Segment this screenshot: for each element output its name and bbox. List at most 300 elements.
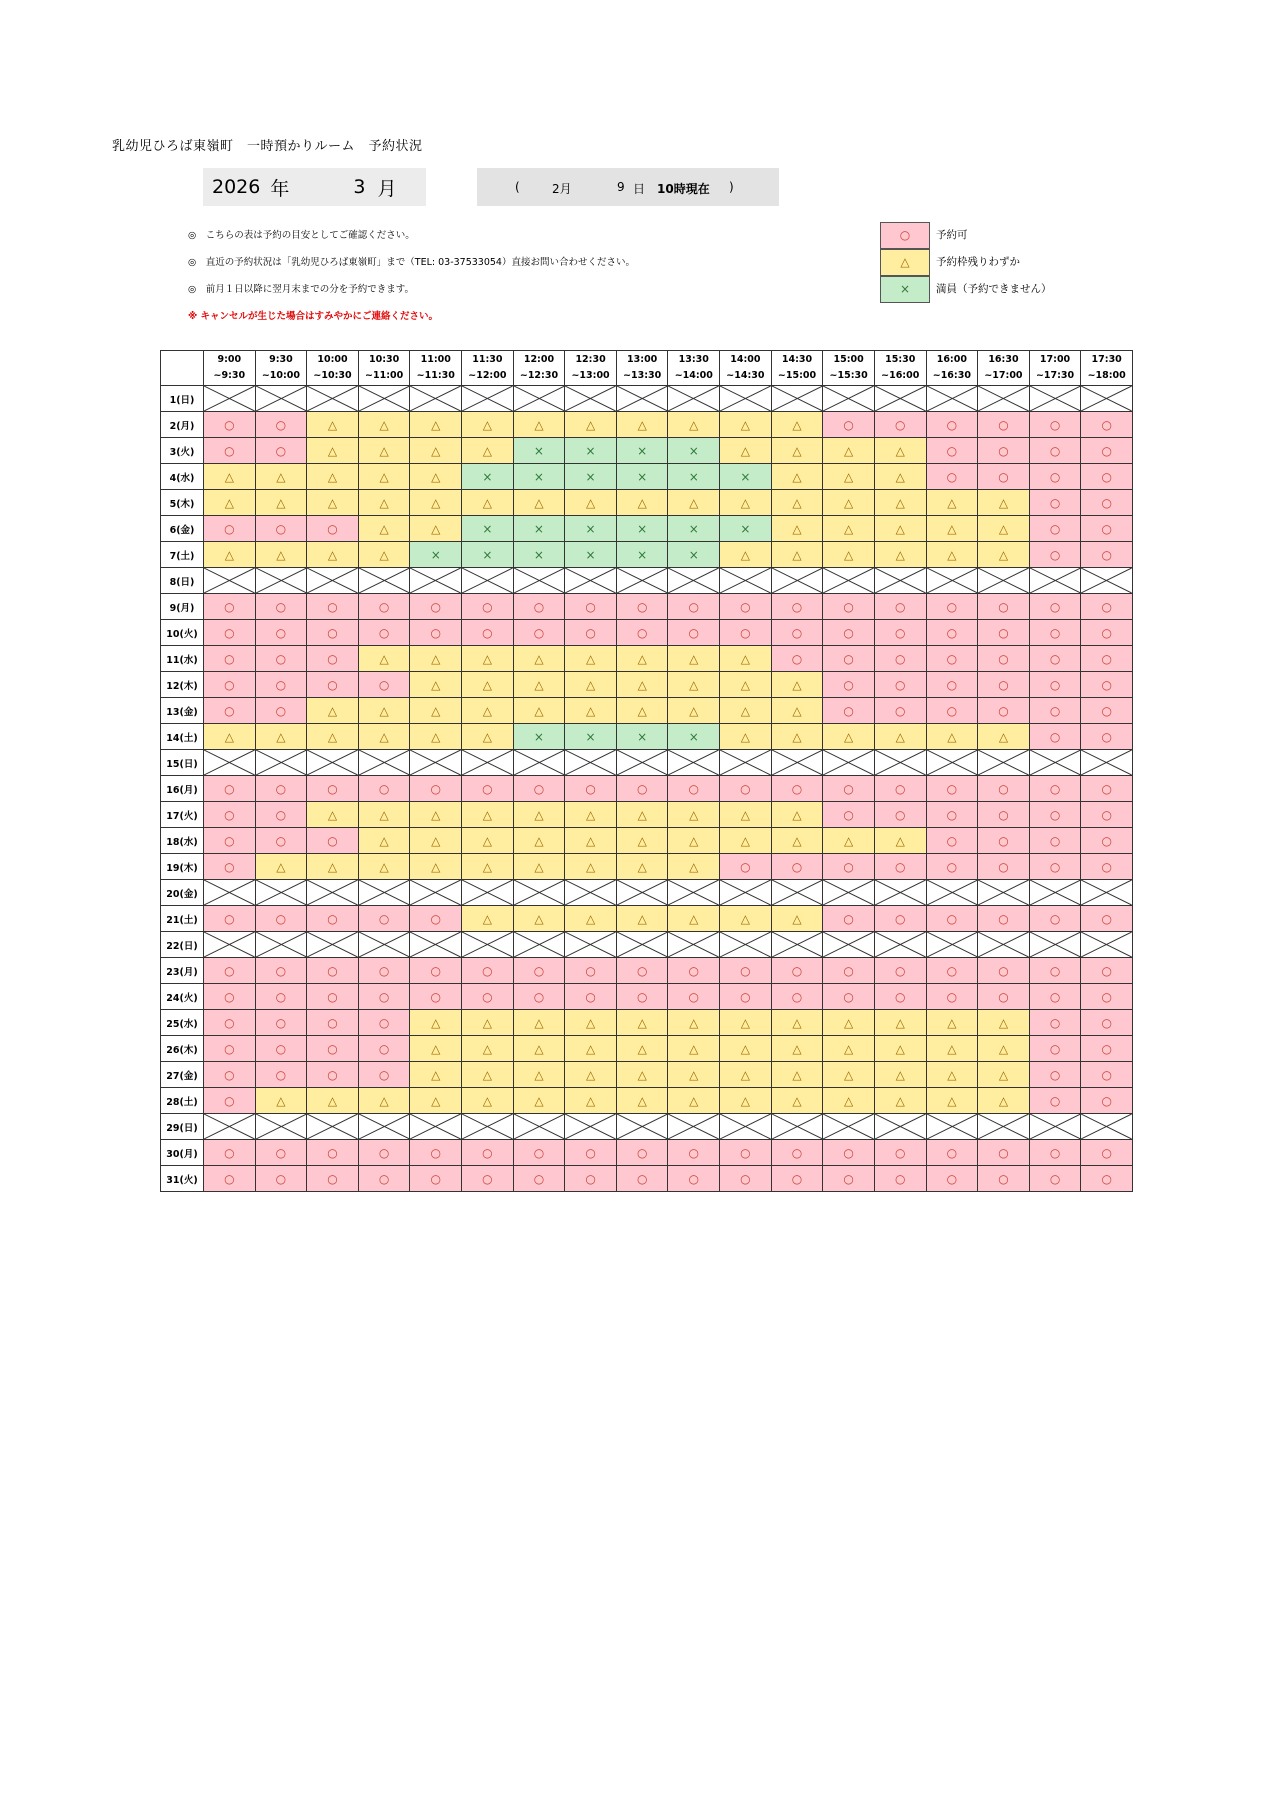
available-cell: ○ — [823, 672, 875, 698]
few-left-cell: △ — [410, 1062, 462, 1088]
month-value: 3 — [353, 176, 366, 198]
available-cell: ○ — [358, 1140, 410, 1166]
available-cell: ○ — [1081, 594, 1133, 620]
available-cell: ○ — [720, 594, 772, 620]
available-cell: ○ — [1081, 1166, 1133, 1192]
day-row — [161, 516, 1133, 542]
closed-cell — [823, 386, 875, 412]
closed-cross-icon — [514, 880, 565, 905]
available-cell: ○ — [204, 1010, 256, 1036]
closed-cross-icon — [823, 932, 874, 957]
slot-end: ~13:30 — [623, 370, 662, 381]
available-cell: ○ — [565, 984, 617, 1010]
few-left-cell: △ — [410, 1036, 462, 1062]
slot-end: ~16:00 — [881, 370, 920, 381]
slot-start: 12:00 — [523, 354, 555, 365]
few-left-cell: △ — [668, 854, 720, 880]
closed-cross-icon — [823, 1114, 874, 1139]
available-cell: ○ — [462, 958, 514, 984]
available-cell: ○ — [462, 1166, 514, 1192]
closed-cell — [462, 880, 514, 906]
few-left-cell: △ — [668, 828, 720, 854]
few-left-cell: △ — [462, 490, 514, 516]
available-cell: ○ — [255, 802, 307, 828]
slot-start: 17:30 — [1091, 354, 1122, 365]
closed-cell — [462, 1114, 514, 1140]
closed-cell — [926, 880, 978, 906]
day-label: 14(土) — [161, 724, 204, 750]
closed-cross-icon — [720, 880, 771, 905]
available-cell: ○ — [978, 776, 1030, 802]
available-cell: ○ — [204, 1062, 256, 1088]
day-row — [161, 828, 1133, 854]
few-left-cell: △ — [358, 724, 410, 750]
slot-end: ~18:00 — [1087, 370, 1126, 381]
available-cell: ○ — [513, 776, 565, 802]
closed-cell — [565, 1114, 617, 1140]
slot-end: ~14:30 — [726, 370, 765, 381]
closed-cell — [616, 568, 668, 594]
available-cell: ○ — [874, 1140, 926, 1166]
closed-cross-icon — [359, 1114, 410, 1139]
few-left-cell: △ — [513, 1036, 565, 1062]
closed-cross-icon — [772, 880, 823, 905]
few-left-cell: △ — [668, 1010, 720, 1036]
day-row — [161, 1088, 1133, 1114]
closed-cross-icon — [720, 1114, 771, 1139]
few-left-cell: △ — [358, 516, 410, 542]
available-cell: ○ — [565, 776, 617, 802]
closed-cross-icon — [668, 568, 719, 593]
few-left-cell: △ — [462, 698, 514, 724]
available-cell: ○ — [462, 776, 514, 802]
closed-cross-icon — [1030, 880, 1081, 905]
few-left-cell: △ — [616, 646, 668, 672]
available-cell: ○ — [926, 646, 978, 672]
few-left-cell: △ — [978, 1010, 1030, 1036]
full-cell: × — [565, 464, 617, 490]
few-left-cell: △ — [668, 802, 720, 828]
available-cell: ○ — [513, 984, 565, 1010]
closed-cross-icon — [359, 568, 410, 593]
closed-cell — [720, 750, 772, 776]
closed-cross-icon — [668, 750, 719, 775]
closed-cross-icon — [462, 932, 513, 957]
available-cell: ○ — [978, 854, 1030, 880]
few-left-cell: △ — [720, 1062, 772, 1088]
available-cell: ○ — [771, 984, 823, 1010]
closed-cross-icon — [875, 750, 926, 775]
available-cell: ○ — [926, 958, 978, 984]
available-cell: ○ — [307, 906, 359, 932]
available-cell: ○ — [874, 594, 926, 620]
month-unit: 月 — [377, 177, 397, 200]
few-left-cell: △ — [771, 906, 823, 932]
available-cell: ○ — [1029, 490, 1081, 516]
available-cell: ○ — [720, 984, 772, 1010]
closed-cross-icon — [204, 1114, 255, 1139]
closed-cell — [1029, 386, 1081, 412]
few-left-cell: △ — [926, 1088, 978, 1114]
few-left-cell: △ — [565, 906, 617, 932]
closed-cell — [410, 750, 462, 776]
slot-start: 14:30 — [781, 354, 813, 365]
few-left-cell: △ — [462, 1088, 514, 1114]
available-cell: ○ — [1081, 776, 1133, 802]
slot-header — [565, 351, 617, 386]
closed-cross-icon — [256, 750, 307, 775]
available-cell: ○ — [1029, 828, 1081, 854]
closed-cross-icon — [927, 386, 978, 411]
closed-cell — [1081, 750, 1133, 776]
few-left-cell: △ — [513, 828, 565, 854]
closed-cell — [771, 568, 823, 594]
available-cell: ○ — [255, 906, 307, 932]
closed-cell — [720, 568, 772, 594]
available-cell: ○ — [823, 854, 875, 880]
closed-cross-icon — [978, 750, 1029, 775]
few-left-cell: △ — [926, 1010, 978, 1036]
slot-header — [823, 351, 875, 386]
few-left-cell: △ — [823, 1036, 875, 1062]
few-left-cell: △ — [978, 1036, 1030, 1062]
closed-cell — [668, 1114, 720, 1140]
day-label: 29(日) — [161, 1114, 204, 1140]
few-left-cell: △ — [668, 1088, 720, 1114]
available-cell: ○ — [771, 646, 823, 672]
available-cell: ○ — [926, 672, 978, 698]
available-cell: ○ — [720, 958, 772, 984]
slot-start: 9:30 — [269, 354, 293, 365]
note-2: ◎ 直近の予約状況は「乳幼児ひろば東嶺町」まで（TEL: 03-37533054）直接お問い合わせください。 — [188, 257, 635, 268]
few-left-cell: △ — [616, 828, 668, 854]
closed-cell — [1029, 568, 1081, 594]
full-cell: × — [462, 542, 514, 568]
legend-swatch-available: ○ — [880, 222, 930, 249]
available-cell: ○ — [823, 698, 875, 724]
schedule-table — [160, 350, 1133, 1192]
day-row — [161, 932, 1133, 958]
closed-cell — [358, 750, 410, 776]
few-left-cell: △ — [513, 672, 565, 698]
available-cell: ○ — [410, 958, 462, 984]
few-left-cell: △ — [771, 828, 823, 854]
closed-cell — [978, 880, 1030, 906]
available-cell: ○ — [307, 594, 359, 620]
available-cell: ○ — [204, 594, 256, 620]
year-month-box — [203, 168, 426, 206]
closed-cross-icon — [565, 1114, 616, 1139]
slot-start: 10:30 — [369, 354, 400, 365]
closed-cross-icon — [359, 880, 410, 905]
closed-cross-icon — [565, 932, 616, 957]
schedule-header-row — [161, 351, 1133, 386]
few-left-cell: △ — [410, 854, 462, 880]
slot-header — [513, 351, 565, 386]
available-cell: ○ — [874, 984, 926, 1010]
few-left-cell: △ — [513, 698, 565, 724]
closed-cross-icon — [514, 932, 565, 957]
available-cell: ○ — [668, 776, 720, 802]
few-left-cell: △ — [874, 516, 926, 542]
few-left-cell: △ — [926, 516, 978, 542]
closed-cell — [204, 568, 256, 594]
closed-cross-icon — [1081, 880, 1132, 905]
few-left-cell: △ — [358, 1088, 410, 1114]
closed-cross-icon — [410, 1114, 461, 1139]
available-cell: ○ — [771, 958, 823, 984]
closed-cell — [823, 1114, 875, 1140]
closed-cross-icon — [307, 932, 358, 957]
closed-cross-icon — [410, 386, 461, 411]
few-left-cell: △ — [926, 1036, 978, 1062]
closed-cross-icon — [668, 386, 719, 411]
closed-cell — [823, 932, 875, 958]
available-cell: ○ — [204, 1166, 256, 1192]
day-row — [161, 906, 1133, 932]
few-left-cell: △ — [668, 698, 720, 724]
available-cell: ○ — [978, 984, 1030, 1010]
slot-end: ~14:00 — [674, 370, 713, 381]
available-cell: ○ — [358, 1036, 410, 1062]
closed-cell — [616, 1114, 668, 1140]
closed-cross-icon — [565, 880, 616, 905]
slot-end: ~17:00 — [984, 370, 1023, 381]
few-left-cell: △ — [358, 464, 410, 490]
full-cell: × — [668, 516, 720, 542]
day-row — [161, 594, 1133, 620]
closed-cell — [978, 568, 1030, 594]
available-cell: ○ — [255, 516, 307, 542]
available-cell: ○ — [978, 1166, 1030, 1192]
available-cell: ○ — [358, 620, 410, 646]
page-title: 乳幼児ひろば東嶺町 一時預かりルーム 予約状況 — [112, 139, 423, 154]
few-left-cell: △ — [926, 542, 978, 568]
closed-cell — [926, 750, 978, 776]
closed-cell — [255, 880, 307, 906]
few-left-cell: △ — [720, 412, 772, 438]
few-left-cell: △ — [307, 464, 359, 490]
few-left-cell: △ — [307, 854, 359, 880]
available-cell: ○ — [926, 620, 978, 646]
slot-start: 9:00 — [217, 354, 242, 365]
closed-cell — [462, 568, 514, 594]
legend-label-few-left: 予約枠残りわずか — [936, 256, 1020, 268]
available-cell: ○ — [1081, 1062, 1133, 1088]
available-cell: ○ — [1081, 542, 1133, 568]
closed-cross-icon — [720, 386, 771, 411]
available-cell: ○ — [1029, 776, 1081, 802]
slot-header — [978, 351, 1030, 386]
available-cell: ○ — [513, 620, 565, 646]
closed-cross-icon — [565, 386, 616, 411]
available-cell: ○ — [1029, 698, 1081, 724]
closed-cell — [462, 386, 514, 412]
closed-cross-icon — [1081, 750, 1132, 775]
few-left-cell: △ — [462, 1062, 514, 1088]
slot-start: 15:30 — [885, 354, 916, 365]
closed-cross-icon — [462, 1114, 513, 1139]
available-cell: ○ — [978, 698, 1030, 724]
as-of-close-paren: ) — [729, 180, 734, 194]
few-left-cell: △ — [462, 672, 514, 698]
few-left-cell: △ — [616, 854, 668, 880]
closed-cell — [1081, 568, 1133, 594]
available-cell: ○ — [1081, 516, 1133, 542]
available-cell: ○ — [307, 828, 359, 854]
closed-cell — [978, 1114, 1030, 1140]
few-left-cell: △ — [771, 1062, 823, 1088]
available-cell: ○ — [823, 958, 875, 984]
closed-cell — [823, 880, 875, 906]
few-left-cell: △ — [874, 438, 926, 464]
day-row — [161, 802, 1133, 828]
closed-cell — [668, 750, 720, 776]
closed-cross-icon — [514, 1114, 565, 1139]
available-cell: ○ — [1081, 438, 1133, 464]
closed-cross-icon — [204, 386, 255, 411]
available-cell: ○ — [204, 802, 256, 828]
available-cell: ○ — [926, 906, 978, 932]
available-cell: ○ — [204, 828, 256, 854]
full-cell: × — [565, 438, 617, 464]
available-cell: ○ — [1029, 802, 1081, 828]
available-cell: ○ — [1029, 1140, 1081, 1166]
full-cell: × — [668, 542, 720, 568]
available-cell: ○ — [1029, 646, 1081, 672]
few-left-cell: △ — [255, 1088, 307, 1114]
closed-cell — [204, 750, 256, 776]
available-cell: ○ — [255, 438, 307, 464]
available-cell: ○ — [1081, 802, 1133, 828]
closed-cross-icon — [617, 750, 668, 775]
available-cell: ○ — [616, 594, 668, 620]
available-cell: ○ — [1029, 516, 1081, 542]
few-left-cell: △ — [823, 542, 875, 568]
slot-start: 14:00 — [730, 354, 761, 365]
few-left-cell: △ — [307, 724, 359, 750]
few-left-cell: △ — [771, 412, 823, 438]
day-row — [161, 958, 1133, 984]
available-cell: ○ — [823, 802, 875, 828]
slot-start: 12:30 — [575, 354, 606, 365]
available-cell: ○ — [410, 984, 462, 1010]
available-cell: ○ — [410, 906, 462, 932]
closed-cell — [307, 568, 359, 594]
available-cell: ○ — [255, 1166, 307, 1192]
closed-cell — [358, 386, 410, 412]
closed-cross-icon — [1081, 386, 1132, 411]
few-left-cell: △ — [771, 1088, 823, 1114]
few-left-cell: △ — [874, 1062, 926, 1088]
available-cell: ○ — [720, 1140, 772, 1166]
few-left-cell: △ — [720, 1088, 772, 1114]
closed-cross-icon — [359, 750, 410, 775]
closed-cross-icon — [1081, 932, 1132, 957]
closed-cell — [926, 568, 978, 594]
few-left-cell: △ — [462, 802, 514, 828]
closed-cell — [616, 880, 668, 906]
few-left-cell: △ — [565, 1036, 617, 1062]
available-cell: ○ — [513, 1140, 565, 1166]
slot-header — [410, 351, 462, 386]
available-cell: ○ — [204, 438, 256, 464]
full-cell: × — [616, 724, 668, 750]
few-left-cell: △ — [616, 906, 668, 932]
closed-cross-icon — [617, 880, 668, 905]
few-left-cell: △ — [410, 724, 462, 750]
available-cell: ○ — [1081, 672, 1133, 698]
year-unit: 年 — [270, 177, 290, 200]
few-left-cell: △ — [926, 1062, 978, 1088]
closed-cell — [513, 750, 565, 776]
slot-start: 13:30 — [678, 354, 709, 365]
slot-end: ~17:30 — [1035, 370, 1075, 381]
few-left-cell: △ — [978, 724, 1030, 750]
as-of-time: 10時現在 — [657, 182, 710, 196]
available-cell: ○ — [358, 594, 410, 620]
slot-end: ~13:00 — [571, 370, 610, 381]
few-left-cell: △ — [410, 672, 462, 698]
available-cell: ○ — [874, 776, 926, 802]
available-cell: ○ — [823, 1166, 875, 1192]
available-cell: ○ — [926, 594, 978, 620]
closed-cell — [771, 880, 823, 906]
few-left-cell: △ — [720, 802, 772, 828]
available-cell: ○ — [1029, 594, 1081, 620]
day-row — [161, 568, 1133, 594]
few-left-cell: △ — [771, 802, 823, 828]
available-cell: ○ — [255, 646, 307, 672]
available-cell: ○ — [874, 802, 926, 828]
few-left-cell: △ — [720, 1010, 772, 1036]
available-cell: ○ — [1081, 854, 1133, 880]
few-left-cell: △ — [616, 802, 668, 828]
few-left-cell: △ — [565, 854, 617, 880]
few-left-cell: △ — [410, 828, 462, 854]
closed-cross-icon — [772, 932, 823, 957]
day-label: 15(日) — [161, 750, 204, 776]
closed-cell — [565, 750, 617, 776]
available-cell: ○ — [978, 646, 1030, 672]
few-left-cell: △ — [823, 828, 875, 854]
full-cell: × — [565, 542, 617, 568]
slot-start: 15:00 — [833, 354, 864, 365]
available-cell: ○ — [874, 646, 926, 672]
few-left-cell: △ — [668, 1036, 720, 1062]
full-cell: × — [513, 542, 565, 568]
slot-header — [462, 351, 514, 386]
day-label: 18(水) — [161, 828, 204, 854]
closed-cell — [668, 932, 720, 958]
available-cell: ○ — [255, 698, 307, 724]
available-cell: ○ — [204, 620, 256, 646]
day-row — [161, 412, 1133, 438]
closed-cell — [720, 880, 772, 906]
closed-cell — [255, 750, 307, 776]
few-left-cell: △ — [616, 490, 668, 516]
few-left-cell: △ — [513, 854, 565, 880]
available-cell: ○ — [1081, 828, 1133, 854]
closed-cross-icon — [668, 1114, 719, 1139]
day-row — [161, 1140, 1133, 1166]
closed-cell — [874, 386, 926, 412]
few-left-cell: △ — [771, 542, 823, 568]
closed-cell — [771, 932, 823, 958]
slot-header — [1081, 351, 1133, 386]
few-left-cell: △ — [823, 438, 875, 464]
day-row — [161, 1114, 1133, 1140]
